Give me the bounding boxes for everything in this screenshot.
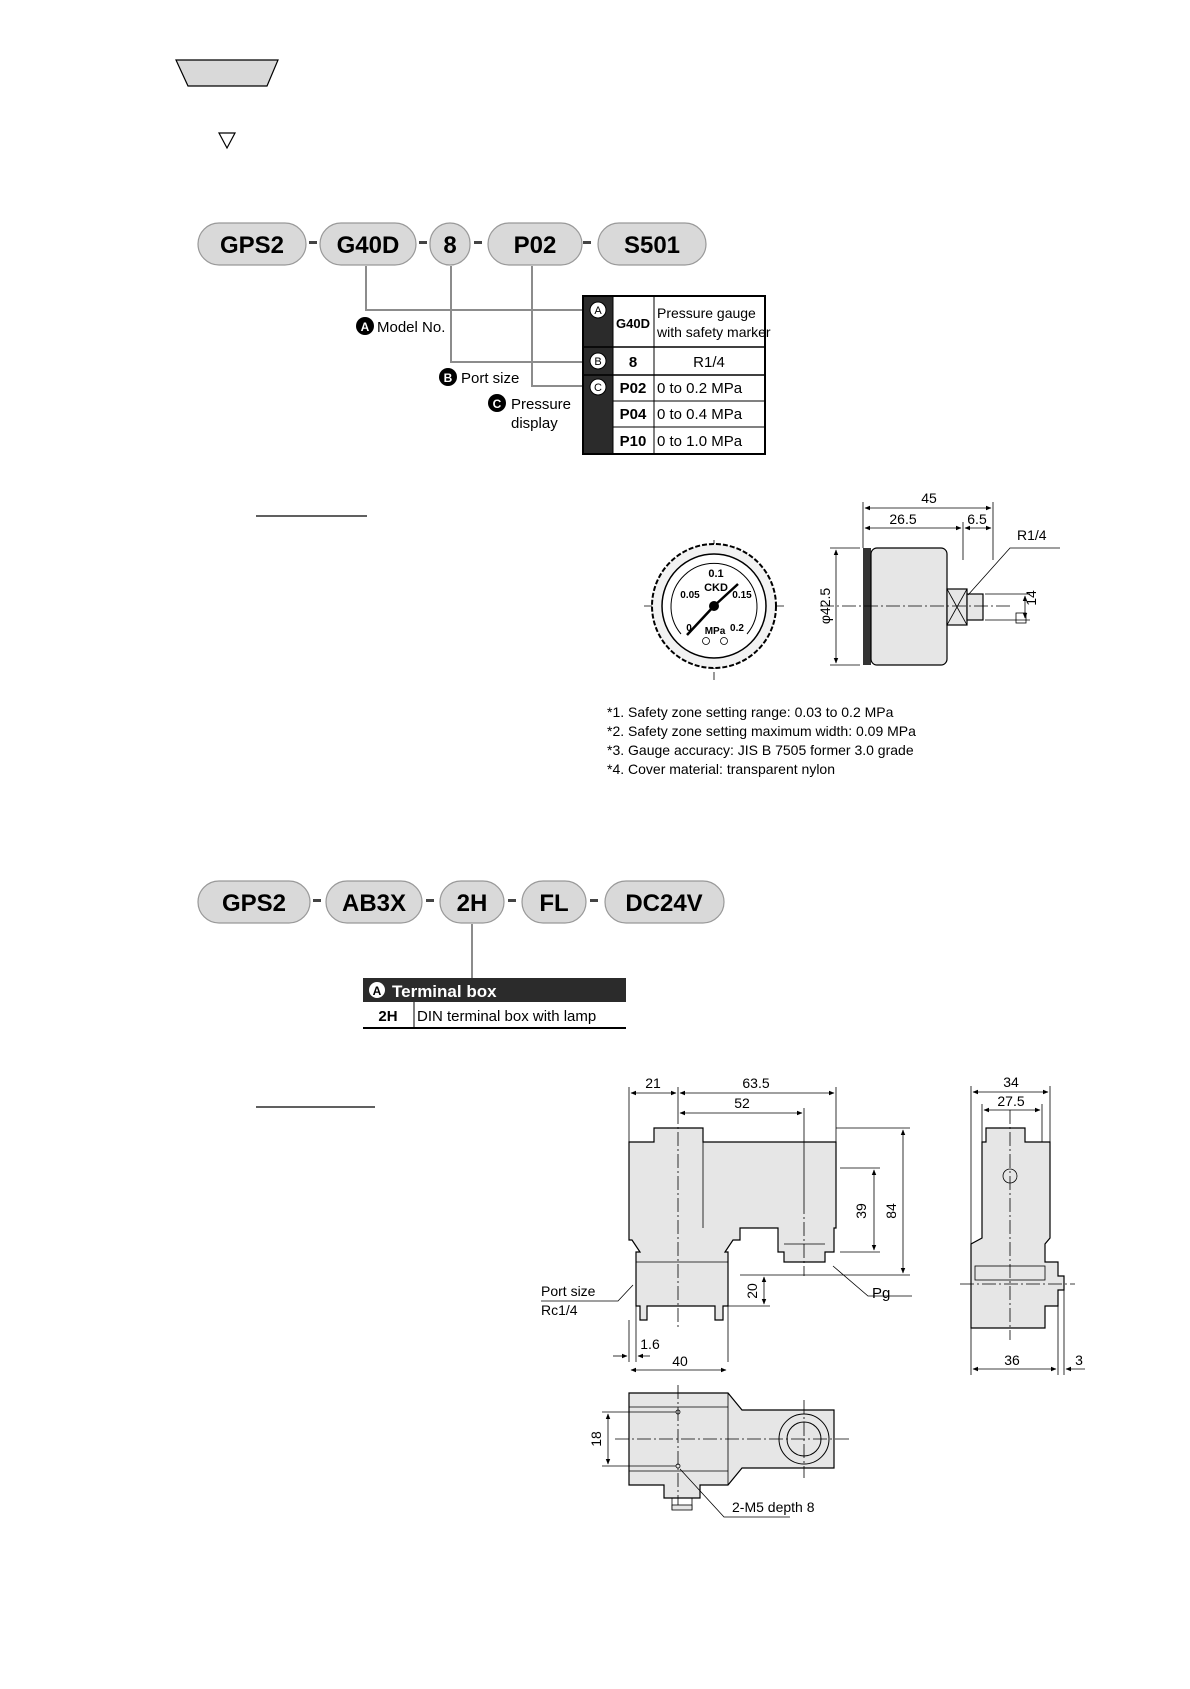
hyphen	[590, 899, 598, 902]
code-part: P02	[513, 232, 557, 259]
table-code: P10	[619, 433, 647, 450]
table-code: P04	[619, 406, 647, 423]
section-header-tab-icon	[176, 60, 278, 86]
gauge-notes	[607, 704, 916, 777]
code-part: G40D	[336, 232, 400, 259]
dim-84: 84	[883, 1203, 899, 1219]
callout-pressure-display	[488, 394, 571, 432]
table-marker: B	[594, 356, 602, 368]
table-code: P02	[619, 380, 647, 397]
valve-front-view	[629, 1110, 836, 1330]
table-desc: 0 to 0.2 MPa	[657, 380, 743, 397]
gauge-tick: 0.2	[730, 623, 744, 634]
valve-body	[629, 1128, 836, 1320]
callout-label: display	[511, 415, 558, 432]
callout-port-size	[439, 368, 519, 387]
table-desc: with safety marker	[657, 324, 771, 340]
dim-hex: 14	[1023, 590, 1039, 606]
model-code-1	[198, 223, 706, 265]
gauge-tick: 0.15	[732, 590, 752, 601]
subheading-marker-icon	[219, 133, 235, 148]
port-size-value: Rc1/4	[541, 1302, 578, 1318]
code-part: 8	[443, 232, 457, 259]
callout-marker: C	[492, 397, 502, 411]
valve-side-view	[960, 1110, 1075, 1340]
code-part: GPS2	[221, 890, 287, 917]
table-code: 8	[628, 354, 638, 371]
option-table-1	[583, 296, 771, 454]
dim-63-5: 63.5	[742, 1075, 770, 1091]
table-desc: DIN terminal box with lamp	[417, 1008, 597, 1025]
hyphen	[309, 241, 317, 244]
gauge-tick: 0	[686, 623, 692, 634]
gauge-brand: CKD	[704, 582, 728, 594]
code-part: 2H	[456, 890, 488, 917]
valve-bottom-view	[615, 1385, 850, 1510]
table-header: Terminal box	[392, 982, 497, 1001]
gauge-front-view	[644, 540, 784, 680]
callout-marker: B	[443, 371, 453, 385]
table-marker: A	[594, 305, 602, 317]
dim-40: 40	[672, 1353, 688, 1369]
hyphen	[583, 241, 591, 244]
table-code: G40D	[616, 316, 650, 331]
model-code-2	[198, 881, 724, 923]
callout-label: Pressure	[511, 396, 572, 413]
dim-3: 3	[1075, 1352, 1083, 1368]
dim-port-length: 6.5	[967, 511, 987, 527]
note: *1. Safety zone setting range: 0.03 to 0.2 MPa	[607, 704, 894, 720]
table-desc: 0 to 0.4 MPa	[657, 406, 743, 423]
callout-label: Model No.	[377, 319, 446, 336]
dim-36: 36	[1004, 1352, 1020, 1368]
terminal-box-table	[363, 978, 626, 1028]
code-part: AB3X	[341, 890, 407, 917]
dim-21: 21	[645, 1075, 661, 1091]
gauge-unit: MPa	[704, 626, 726, 637]
note: *3. Gauge accuracy: JIS B 7505 former 3.0 grade	[607, 742, 914, 758]
hyphen	[419, 241, 427, 244]
callout-model-no	[356, 317, 445, 336]
table-desc: 0 to 1.0 MPa	[657, 433, 743, 450]
dim-18: 18	[588, 1431, 604, 1447]
dim-34: 34	[1003, 1074, 1019, 1090]
callout-label: Port size	[461, 370, 520, 387]
hex-across-flats-symbol	[1016, 590, 1039, 623]
table-desc: R1/4	[693, 354, 725, 371]
dim-body-length: 26.5	[889, 511, 917, 527]
table-header-marker: A	[372, 984, 382, 998]
dim-overall-length: 45	[921, 490, 937, 506]
table-code: 2H	[378, 1008, 398, 1025]
hyphen	[474, 241, 482, 244]
code-part: S501	[623, 232, 681, 259]
callout-marker: A	[360, 320, 370, 334]
table-marker: C	[594, 382, 602, 394]
dim-20: 20	[744, 1283, 760, 1299]
dim-52: 52	[734, 1095, 750, 1111]
dim-diameter: φ42.5	[817, 587, 833, 625]
dim-39: 39	[853, 1203, 869, 1219]
note: *4. Cover material: transparent nylon	[607, 761, 835, 777]
gauge-side-view	[820, 548, 1010, 665]
note: *2. Safety zone setting maximum width: 0.09 MPa	[607, 723, 916, 739]
code-part: FL	[539, 890, 569, 917]
m5-label: 2-M5 depth 8	[732, 1499, 815, 1515]
dim-27-5: 27.5	[997, 1093, 1025, 1109]
pg-label: Pg	[872, 1285, 891, 1302]
dim-thread: R1/4	[1017, 527, 1047, 543]
gauge-tick: 0.05	[680, 590, 700, 601]
code-part: DC24V	[625, 890, 703, 917]
code-part: GPS2	[219, 232, 285, 259]
hyphen	[426, 899, 434, 902]
hyphen	[508, 899, 516, 902]
table-desc: Pressure gauge	[657, 305, 756, 321]
port-size-label: Port size	[541, 1283, 596, 1299]
hyphen	[313, 899, 321, 902]
gauge-tick: 0.1	[708, 568, 724, 580]
dim-1-6: 1.6	[640, 1336, 660, 1352]
